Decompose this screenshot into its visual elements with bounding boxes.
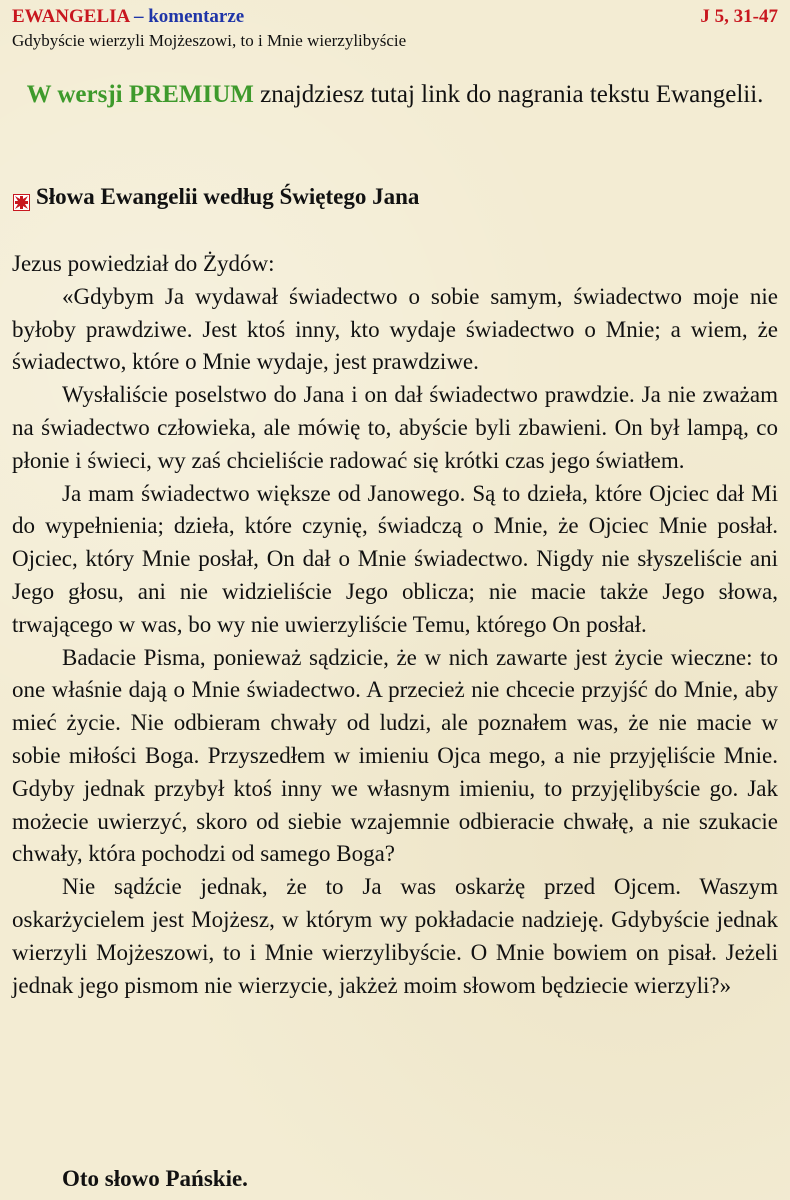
gospel-paragraph: Wysłaliście poselstwo do Jana i on dał świadectwo prawdzie. Ja nie zważam na świadectwo człowieka, ale mówię to, abyście byli zbawieni. On był lampą, co płonie i świeci, wy zaś chcieliście radować się krótki czas jego światłem.: [12, 382, 778, 473]
gospel-closing: Oto słowo Pańskie.: [62, 1166, 248, 1191]
header-row: [12, 6, 778, 28]
header-title-ewangelia: EWANGELIA: [12, 6, 130, 27]
gospel-paragraph: Badacie Pisma, ponieważ sądzicie, że w nich zawarte jest życie wieczne: to one właśnie dają o Mnie świadectwo. A przecież nie chcecie przyjść do Mnie, aby mieć życie. Nie odbieram chwały od ludzi, ale poznałem was, że nie macie w sobie miłości Boga. Przyszedłem w imieniu Ojca mego, a nie przyjęliście Mnie. Gdyby jednak przybył ktoś inny we własnym imieniu, to przyjęlibyście go. Jak możecie uwierzyć, skoro od siebie wzajemnie odbieracie chwałę, a nie szukacie chwały, która pochodzi od samego Boga?: [12, 644, 778, 867]
red-cross-icon: [13, 189, 30, 206]
page-header: [12, 6, 778, 54]
header-title-komentarze: komentarze: [148, 6, 245, 27]
gospel-title: Słowa Ewangelii według Świętego Jana: [36, 184, 420, 209]
premium-text: znajdziesz tutaj link do nagrania tekstu Ewangelii.: [253, 81, 764, 108]
header-title: [12, 6, 244, 28]
gospel-paragraph: Nie sądźcie jednak, że to Ja was oskarżę przed Ojcem. Waszym oskarżycielem jest Mojżesz, w którym wy pokładacie nadzieję. Gdybyście jednak wierzyli Mojżeszowi, to i Mnie wierzylibyście. O Mnie bowiem on pisał. Jeżeli jednak jego pismom nie wierzycie, jakżeż moim słowom będziecie wierzyli?»: [12, 874, 778, 998]
header-title-separator: –: [129, 6, 149, 27]
gospel-heading: [12, 182, 419, 212]
gospel-text: [12, 248, 778, 1002]
premium-highlight: W wersji PREMIUM: [26, 81, 254, 108]
gospel-paragraph: Ja mam świadectwo większe od Janowego. Są to dzieła, które Ojciec dał Mi do wypełnienia; dzieła, które czynię, świadczą o Mnie, że Ojciec Mnie posłał. Ojciec, który Mnie posłał, On dał o Mnie świadectwo. Nigdy nie słyszeliście ani Jego głosu, ani nie widzieliście Jego oblicza; nie macie także Jego słowa, trwającego w was, bo wy nie uwierzyliście Temu, którego On posłał.: [12, 480, 778, 637]
scripture-reference: J 5, 31-47: [700, 6, 778, 27]
header-subtitle: Gdybyście wierzyli Mojżeszowi, to i Mnie wierzylibyście: [12, 31, 407, 50]
gospel-intro: Jezus powiedział do Żydów:: [12, 251, 275, 276]
premium-notice: [12, 78, 778, 112]
gospel-paragraph: «Gdybym Ja wydawał świadectwo o sobie samym, świadectwo moje nie byłoby prawdziwe. Jest ktoś inny, kto wydaje świadectwo o Mnie; a wiem, że świadectwo, które o Mnie wydaje, jest prawdziwe.: [12, 283, 778, 375]
